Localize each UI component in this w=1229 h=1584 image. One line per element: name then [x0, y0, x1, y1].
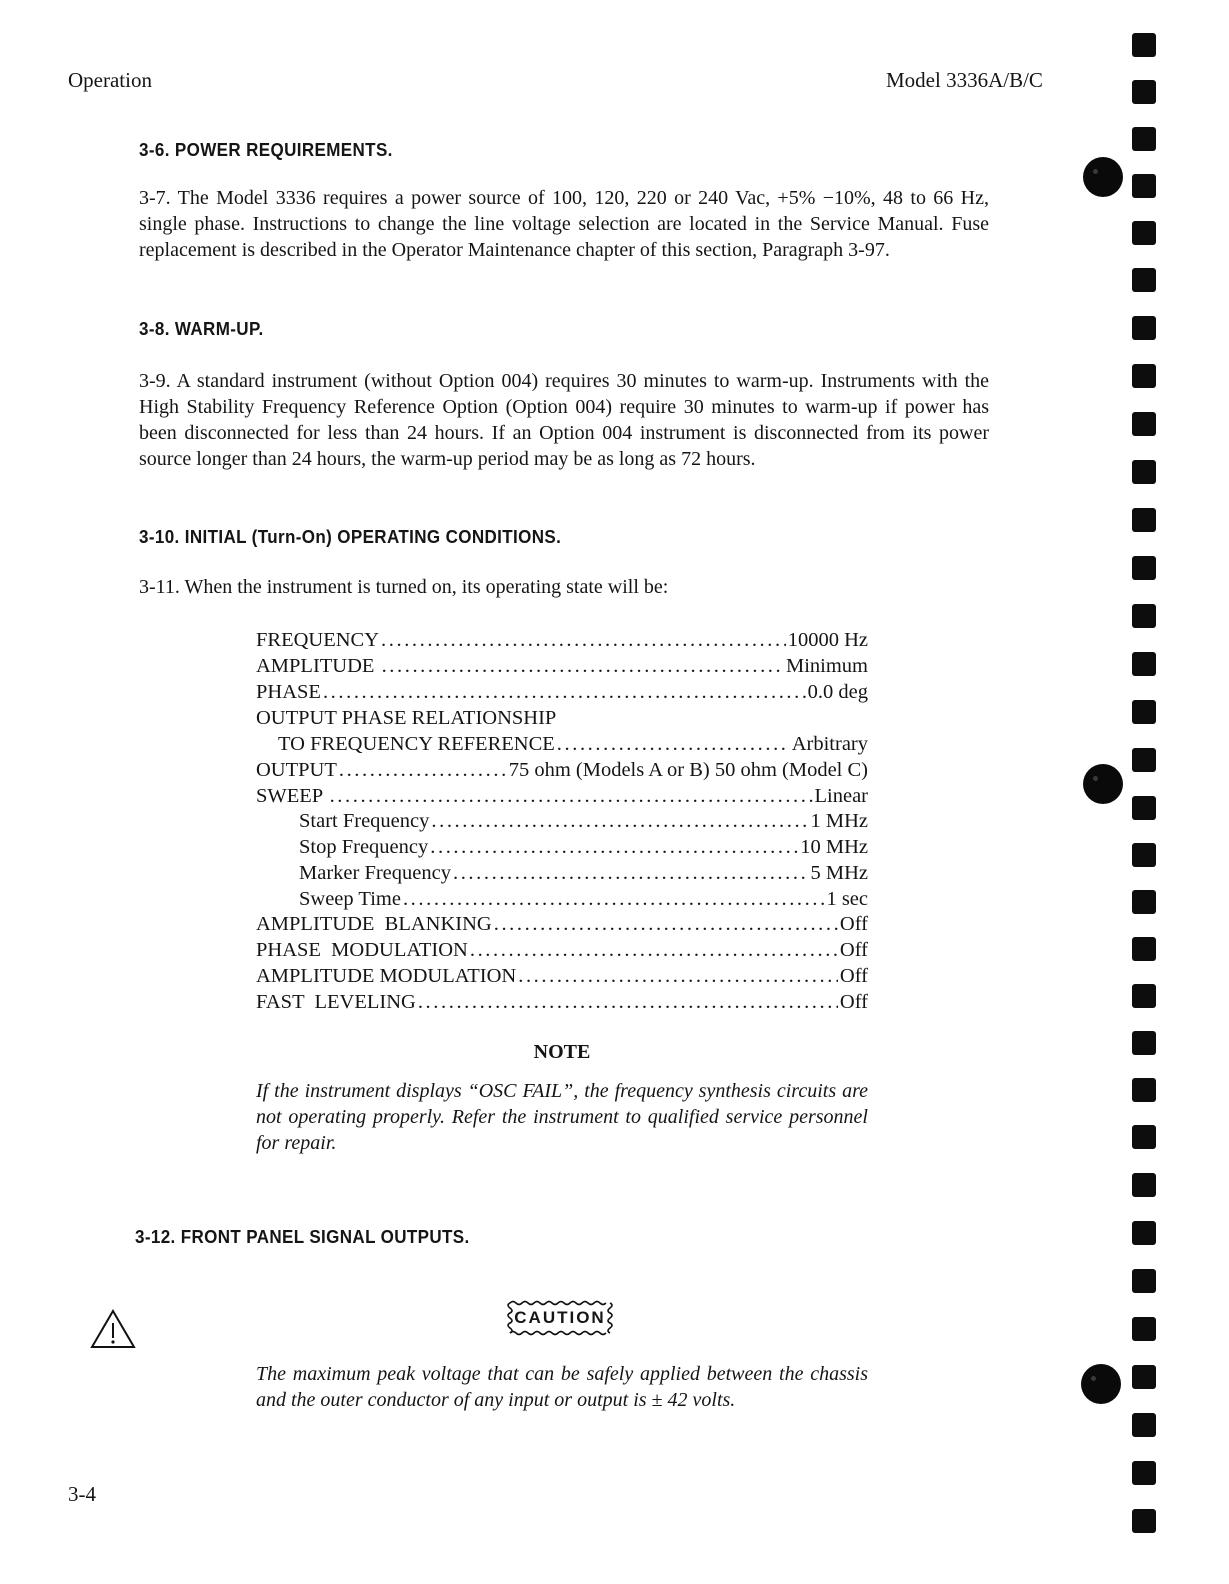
caution-label-box — [500, 1297, 620, 1339]
condition-row — [299, 808, 868, 834]
binder-hole — [1081, 1364, 1121, 1404]
binder-mark — [1132, 1173, 1156, 1197]
binder-hole — [1083, 157, 1123, 197]
leader-dots — [418, 989, 838, 1015]
binder-mark — [1132, 1269, 1156, 1293]
note-title: NOTE — [533, 1041, 591, 1063]
leader-dots — [518, 963, 838, 989]
binder-hole — [1083, 764, 1123, 804]
binder-mark — [1132, 1413, 1156, 1437]
condition-row — [256, 963, 868, 989]
binder-mark — [1132, 412, 1156, 436]
caution-label: CAUTION — [514, 1308, 606, 1327]
binder-mark — [1132, 748, 1156, 772]
condition-row — [299, 860, 868, 886]
condition-value: Off — [839, 991, 868, 1013]
binder-mark — [1132, 556, 1156, 580]
binder-mark — [1132, 33, 1156, 57]
page-number: 3-4 — [68, 1482, 96, 1506]
binder-mark — [1132, 1509, 1156, 1533]
binder-mark — [1132, 316, 1156, 340]
binder-mark — [1132, 1365, 1156, 1389]
condition-row — [256, 679, 868, 705]
leader-dots — [431, 808, 808, 834]
condition-value: Off — [839, 965, 868, 987]
condition-value: Minimum — [785, 655, 868, 677]
condition-row — [256, 757, 868, 783]
condition-value: Arbitrary — [791, 733, 868, 755]
condition-label: Start Frequency — [299, 810, 430, 832]
binder-mark — [1132, 1078, 1156, 1102]
caution-text: The maximum peak voltage that can be safely applied between the chassis and the outer conductor of any input or output is ± 42 volts. — [256, 1363, 868, 1411]
note-text: If the instrument displays “OSC FAIL”, the frequency synthesis circuits are not operating properly. Refer the instrument to qualified service personnel for repair. — [256, 1080, 868, 1154]
leader-dots — [453, 860, 809, 886]
binder-mark — [1132, 652, 1156, 676]
condition-value: Off — [839, 913, 868, 935]
binder-mark — [1132, 796, 1156, 820]
leader-dots — [381, 627, 786, 653]
binder-mark — [1132, 508, 1156, 532]
binder-mark — [1132, 1317, 1156, 1341]
condition-value: 10 MHz — [800, 836, 868, 858]
binder-mark — [1132, 364, 1156, 388]
leader-dots — [430, 834, 798, 860]
condition-value: 1 sec — [826, 888, 868, 910]
condition-value: Linear — [814, 785, 868, 807]
condition-value: 75 ohm (Models A or B) 50 ohm (Model C) — [508, 759, 868, 781]
condition-value: 10000 Hz — [787, 629, 868, 651]
binder-mark — [1132, 460, 1156, 484]
condition-row — [256, 653, 868, 679]
condition-label: AMPLITUDE — [256, 655, 380, 677]
paragraph-3-11: 3-11. When the instrument is turned on, its operating state will be: — [139, 576, 669, 598]
condition-value: 5 MHz — [810, 862, 868, 884]
condition-row — [256, 911, 868, 937]
condition-row — [299, 886, 868, 912]
binder-mark — [1132, 984, 1156, 1008]
condition-label: TO FREQUENCY REFERENCE — [278, 733, 555, 755]
section-heading-front-panel-outputs: 3-12. FRONT PANEL SIGNAL OUTPUTS. — [135, 1226, 470, 1247]
running-header-model: Model 3336A/B/C — [886, 68, 1043, 92]
leader-dots — [470, 937, 838, 963]
condition-label: AMPLITUDE MODULATION — [256, 965, 517, 987]
binder-mark — [1132, 843, 1156, 867]
binder-mark — [1132, 80, 1156, 104]
condition-label: Stop Frequency — [299, 836, 429, 858]
binder-mark — [1132, 1221, 1156, 1245]
leader-dots — [494, 911, 838, 937]
binder-mark — [1132, 1125, 1156, 1149]
condition-row — [256, 989, 868, 1015]
binder-mark — [1132, 1461, 1156, 1485]
leader-dots — [557, 731, 790, 757]
leader-dots — [382, 653, 784, 679]
section-heading-warm-up: 3-8. WARM-UP. — [139, 318, 264, 339]
section-heading-power-requirements: 3-6. POWER REQUIREMENTS. — [139, 139, 393, 160]
leader-dots — [403, 886, 824, 912]
binder-mark — [1132, 1031, 1156, 1055]
binder-mark — [1132, 174, 1156, 198]
condition-label: Sweep Time — [299, 888, 401, 910]
paragraph-3-9: 3-9. A standard instrument (without Option 004) requires 30 minutes to warm-up. Instruments with the High Stability Frequency Reference Option (Option 004) require 30 minutes to warm-up if power has been disconnected for less than 24 hours. If an Option 004 instrument is disconnected from its power source longer than 24 hours, the warm-up period may be as long as 72 hours. — [139, 370, 989, 470]
section-heading-initial-conditions: 3-10. INITIAL (Turn-On) OPERATING CONDITIONS. — [139, 526, 562, 547]
condition-value: 0.0 deg — [807, 681, 868, 703]
condition-label: AMPLITUDE BLANKING — [256, 913, 492, 935]
binder-mark — [1132, 604, 1156, 628]
condition-label: OUTPUT PHASE RELATIONSHIP — [256, 707, 557, 729]
leader-dots — [330, 783, 813, 809]
binder-mark — [1132, 700, 1156, 724]
condition-label: SWEEP — [256, 785, 328, 807]
binder-mark — [1132, 890, 1156, 914]
binder-mark — [1132, 221, 1156, 245]
running-header-section: Operation — [68, 68, 152, 92]
binder-mark — [1132, 127, 1156, 151]
condition-label: PHASE — [256, 681, 321, 703]
leader-dots — [323, 679, 806, 705]
condition-value: 1 MHz — [810, 810, 868, 832]
binder-mark — [1132, 937, 1156, 961]
condition-row — [256, 627, 868, 653]
binder-mark — [1132, 268, 1156, 292]
condition-row — [299, 834, 868, 860]
condition-row — [278, 731, 868, 757]
condition-label: PHASE MODULATION — [256, 939, 468, 961]
condition-row — [256, 937, 868, 963]
condition-row — [256, 783, 868, 809]
condition-label: FREQUENCY — [256, 629, 380, 651]
condition-label: Marker Frequency — [299, 862, 451, 884]
condition-row — [256, 705, 868, 731]
condition-label: FAST LEVELING — [256, 991, 416, 1013]
condition-label: OUTPUT — [256, 759, 337, 781]
warning-triangle-icon — [90, 1308, 136, 1350]
leader-dots — [339, 757, 507, 783]
paragraph-3-7: 3-7. The Model 3336 requires a power source of 100, 120, 220 or 240 Vac, +5% −10%, 48 to 66 Hz, single phase. Instructions to change the line voltage selection are located in the Service Manual. Fuse replacement is described in the Operator Maintenance chapter of this section, Paragraph 3-97. — [139, 187, 989, 261]
condition-value: Off — [839, 939, 868, 961]
